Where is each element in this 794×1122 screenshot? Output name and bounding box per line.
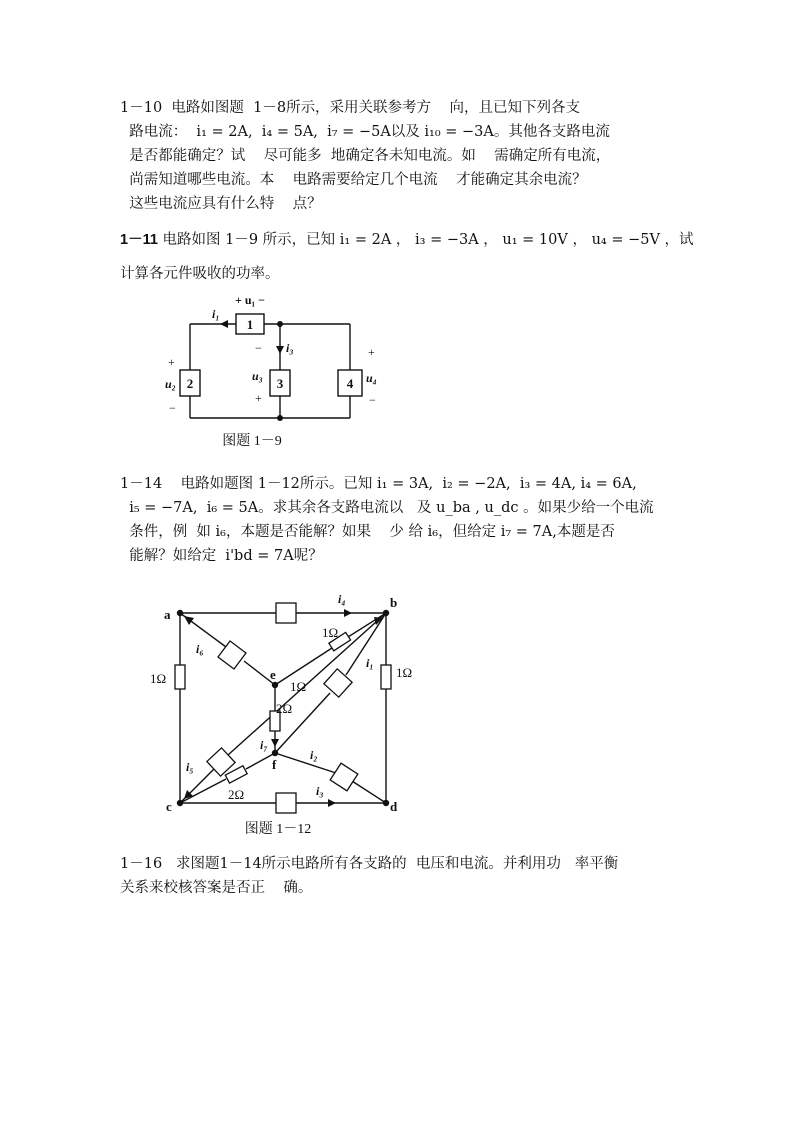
p110-line-5: 这些电流应具有什么特 点？ [120,196,322,212]
i4-label: i₄ [338,592,346,606]
figure-1-9-title: 图题 1－9 [222,434,282,449]
u4-label: u₄ [366,371,377,385]
problem-1-14 [120,472,680,568]
problem-1-16 [120,852,680,900]
element-1-label: 1 [246,317,254,332]
p110-line-1: 1－10 电路如图题 1－8所示，采用关联参考方 向，且已知下列各支 [120,100,580,116]
p111-line-1-text: 电路如图 1－9 所示，已知 i₁ = 2A ， i₃ = −3A ， u₁ = 10V ， u₄ = −5V ，试 [157,232,694,248]
r-ac-label: 1Ω [150,671,167,686]
i4-arrow-icon [344,609,352,617]
node-f [272,750,278,756]
p110-line-3: 是否都能确定？试 尽可能多 地确定各未知电流。如 需确定所有电流， [120,148,611,164]
node-b-label: b [390,595,398,610]
resistor-ac [175,665,185,689]
p114-line-3: 条件，例 如 i₆，本题是否能解？如果 少 给 i₆，但给定 i₇ = 7A,本题是否 [120,524,615,540]
u2-label: u₂ [165,377,176,391]
i1-label: i₁ [212,307,220,321]
p111-number: 1－11 [120,232,158,248]
p111-line-1 [120,228,694,252]
p114-line-2: i₅ = −7A, i₆ = 5A。求其余各支路电流以 及 u_ba , u_dc 。如果少给一个电流 [120,500,654,516]
p111-line-2: 计算各元件吸收的功率。 [120,266,280,282]
element-3-label: 3 [276,376,284,391]
u3-plus: + [255,391,262,405]
element-4-label: 4 [346,376,354,391]
p114-line-4: 能解？如给定 i'bd = 7A呢？ [120,548,323,564]
i3-arrow-icon [328,799,336,807]
element-2-label: 2 [186,376,194,391]
u4-minus: − [369,393,376,407]
node-f-label: f [272,757,277,772]
p110-line-4: 尚需知道哪些电流。本 电路需要给定几个电流 才能确定其余电流？ [120,172,587,188]
u2-minus: − [169,401,176,415]
node-a-label: a [164,607,171,622]
i7-arrow-icon [271,739,279,747]
i3-label: i₃ [286,341,294,355]
p116-line-2: 关系来校核答案是否正 确。 [120,880,313,896]
p114-line-1: 1－14 电路如题图 1－12所示。已知 i₁ = 3A, i₂ = −2A, i₃ = 4A, i₄ = 6A, [120,476,637,492]
i5-label: i₅ [186,760,194,774]
u1-label: + u₁ − [235,293,265,307]
node-e-label: e [270,667,276,682]
p116-line-1: 1－16 求图题1－14所示电路所有各支路的 电压和电流。并利用功 率平衡 [120,856,619,872]
i3-label: i₃ [316,784,324,798]
i6-arrow-icon [184,616,194,625]
i7-label: i₇ [260,738,268,752]
r-be-label: 1Ω [322,625,339,640]
element-ae [218,641,246,669]
element-fd [330,763,358,791]
node-c-label: c [166,799,172,814]
r-ef-side-label: 1Ω [290,679,307,694]
u3-label: u₃ [252,369,263,383]
i1-label: i₁ [366,656,374,670]
node-a [177,610,183,616]
node-c [177,800,183,806]
r-bd-label: 1Ω [396,665,413,680]
problem-1-11 [120,228,694,286]
node-e [272,682,278,688]
element-ab [276,603,296,623]
resistor-bd [381,665,391,689]
element-cd [276,793,296,813]
junction-bottom [277,415,283,421]
p110-line-2: 路电流： i₁ = 2A, i₄ = 5A, i₇ = −5A以及 i₁₀ = −3A。其他各支路电流 [120,124,610,140]
i3-arrow-icon [276,346,284,354]
figure-1-12-title: 图题 1－12 [244,822,312,837]
r-ef-label: 2Ω [276,701,293,716]
node-b [383,610,389,616]
r-cf-label: 2Ω [228,787,245,802]
problem-1-10 [120,96,680,216]
junction-top [277,321,283,327]
u2-plus: + [168,355,175,369]
node-d-label: d [390,799,398,814]
i2-label: i₂ [310,748,318,762]
u4-plus: + [368,345,375,359]
node-d [383,800,389,806]
i1-arrow-icon [220,320,228,328]
i6-label: i₆ [196,642,204,656]
figure-1-12 [140,585,430,840]
figure-1-9 [160,288,420,458]
u3-minus: − [255,341,262,355]
